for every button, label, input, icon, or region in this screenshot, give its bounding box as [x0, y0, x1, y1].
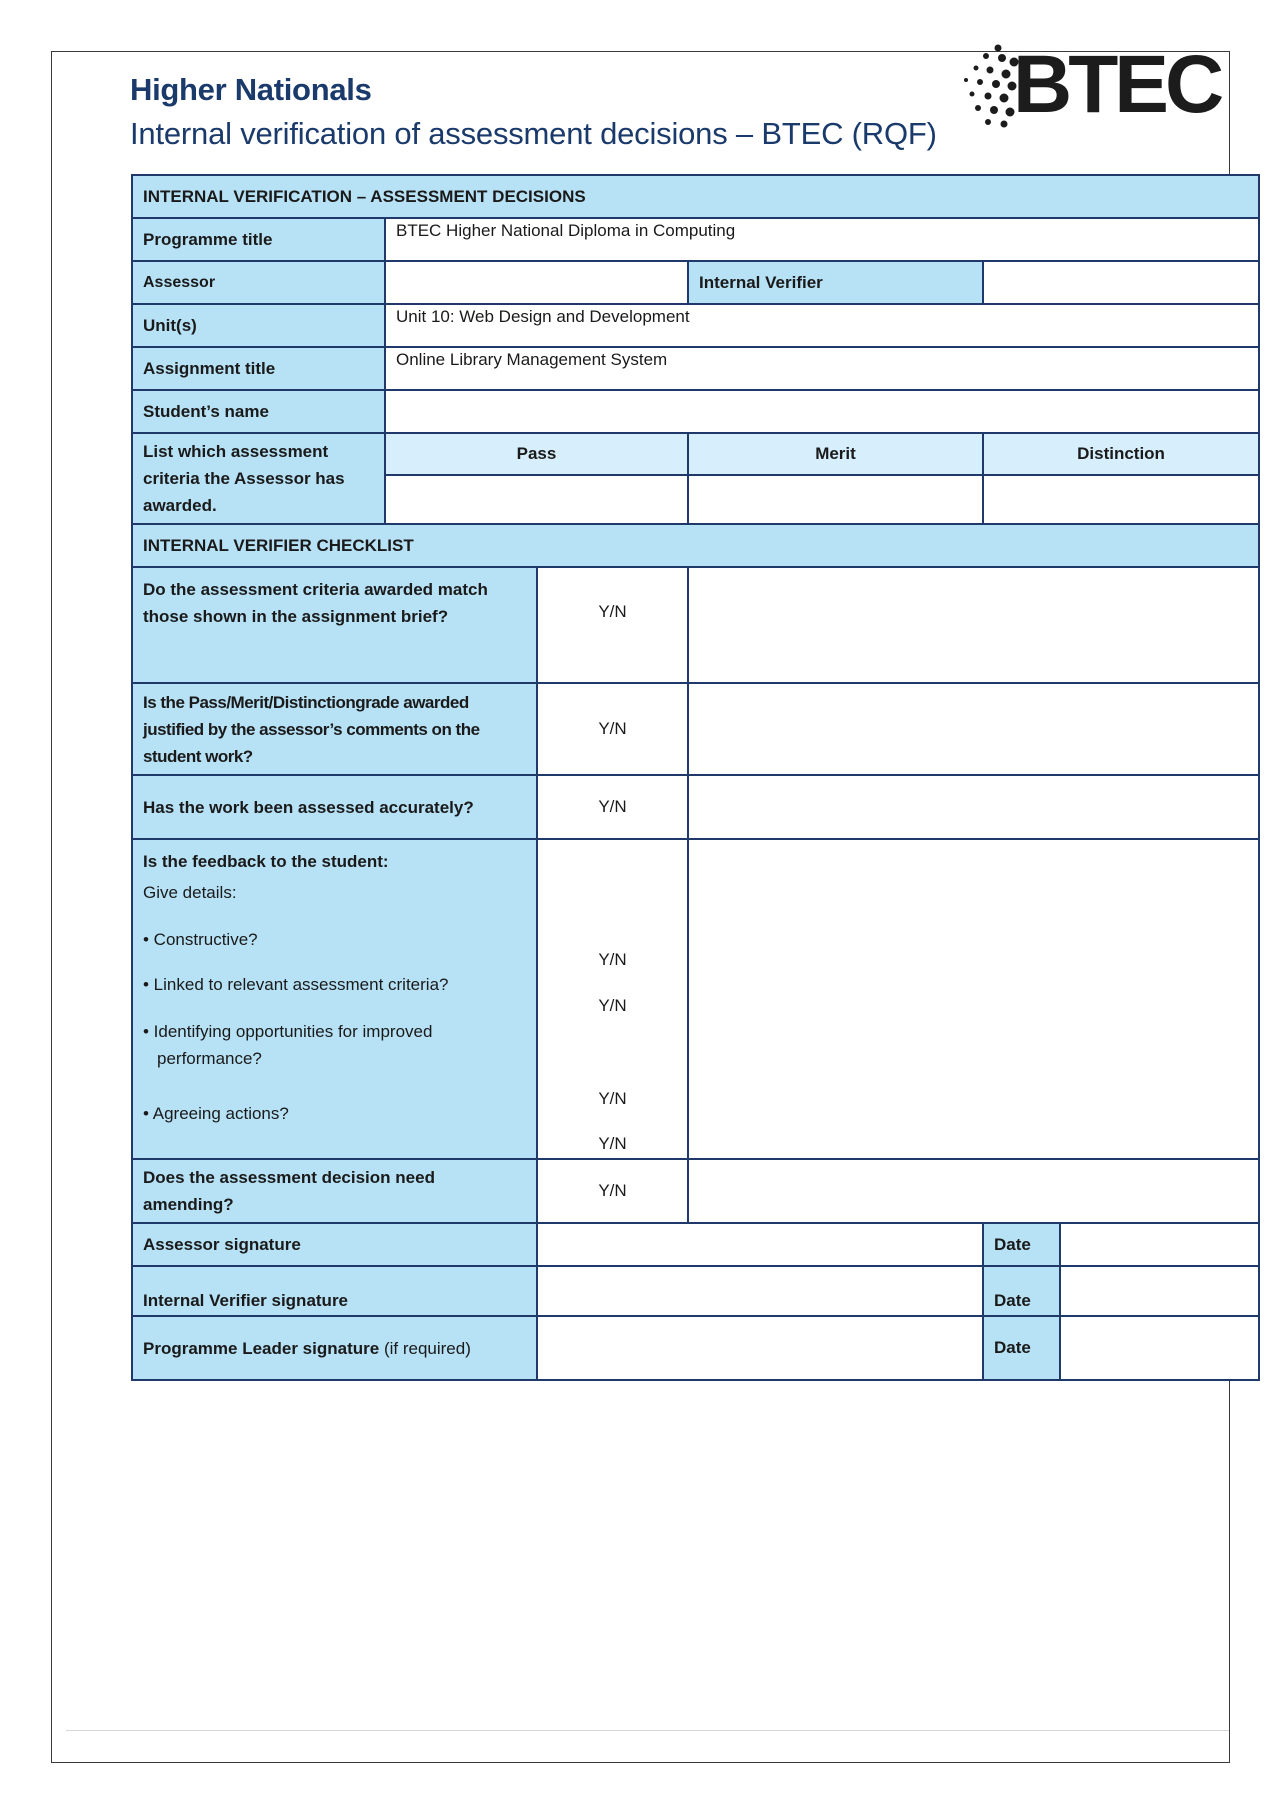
yn-criteria-match[interactable]: Y/N — [537, 567, 688, 683]
iv-signature-field[interactable] — [537, 1266, 983, 1316]
pl-signature-label: Programme Leader signature — [143, 1338, 380, 1358]
comment-feedback[interactable] — [688, 839, 1259, 1159]
distinction-criteria-field[interactable] — [983, 475, 1259, 524]
yn-constructive[interactable]: Y/N — [598, 950, 627, 969]
internal-verifier-label: Internal Verifier — [688, 261, 983, 304]
assignment-title-label: Assignment title — [132, 347, 385, 390]
yn-assessed-accurately[interactable]: Y/N — [537, 775, 688, 839]
assessor-date-field[interactable] — [1060, 1223, 1259, 1266]
feedback-give-details: Give details: — [143, 883, 237, 902]
bullet-constructive: • Constructive? — [143, 930, 258, 949]
comment-grade-justified[interactable] — [688, 683, 1259, 775]
iv-date-label: Date — [983, 1266, 1060, 1316]
assessor-label: Assessor — [132, 261, 385, 304]
feedback-question-label: Is the feedback to the student: — [143, 852, 389, 871]
question-feedback — [132, 839, 537, 1159]
iv-signature-label: Internal Verifier signature — [132, 1266, 537, 1316]
pl-date-label: Date — [983, 1316, 1060, 1380]
pl-signature-note: (if required) — [383, 1338, 471, 1358]
units-field[interactable]: Unit 10: Web Design and Development — [385, 304, 1259, 347]
student-name-field[interactable] — [385, 390, 1259, 433]
criteria-awarded-label: List which assessment criteria the Assessor has awarded. — [132, 433, 385, 524]
iv-date-field[interactable] — [1060, 1266, 1259, 1316]
internal-verifier-field[interactable] — [983, 261, 1259, 304]
assessor-signature-label: Assessor signature — [132, 1223, 537, 1266]
comment-decision-amending[interactable] — [688, 1159, 1259, 1223]
assignment-title-field[interactable]: Online Library Management System — [385, 347, 1259, 390]
assessor-signature-field[interactable] — [537, 1223, 983, 1266]
page-subtitle: Internal verification of assessment decisions – BTEC (RQF) — [130, 116, 937, 151]
section-checklist-header: INTERNAL VERIFIER CHECKLIST — [132, 524, 1259, 567]
yn-grade-justified[interactable]: Y/N — [537, 683, 688, 775]
programme-title-label: Programme title — [132, 218, 385, 261]
question-assessed-accurately: Has the work been assessed accurately? — [132, 775, 537, 839]
yn-identifying-opportunities[interactable]: Y/N — [598, 1089, 627, 1108]
btec-logo — [958, 39, 1221, 130]
question-decision-amending: Does the assessment decision need amending? — [132, 1159, 537, 1223]
yn-decision-amending[interactable]: Y/N — [537, 1159, 688, 1223]
units-label: Unit(s) — [132, 304, 385, 347]
bullet-identifying-opportunities: • Identifying opportunities for improved performance? — [143, 1022, 433, 1068]
page-title: Higher Nationals — [130, 72, 372, 107]
assessor-field[interactable] — [385, 261, 688, 304]
distinction-header: Distinction — [983, 433, 1259, 475]
yn-feedback-column — [537, 839, 688, 1159]
yn-agreeing-actions[interactable]: Y/N — [598, 1134, 627, 1153]
question-grade-justified: Is the Pass/Merit/Distinctiongrade awarded justified by the assessor’s comments on the student work? — [132, 683, 537, 775]
logo-wordmark: BTEC — [1013, 39, 1221, 130]
bullet-agreeing-actions: • Agreeing actions? — [143, 1104, 289, 1123]
question-criteria-match: Do the assessment criteria awarded match those shown in the assignment brief? — [132, 567, 537, 683]
comment-assessed-accurately[interactable] — [688, 775, 1259, 839]
comment-criteria-match[interactable] — [688, 567, 1259, 683]
merit-criteria-field[interactable] — [688, 475, 983, 524]
pass-header: Pass — [385, 433, 688, 475]
pass-criteria-field[interactable] — [385, 475, 688, 524]
bullet-linked-criteria: • Linked to relevant assessment criteria? — [143, 975, 449, 994]
merit-header: Merit — [688, 433, 983, 475]
pl-signature-label-cell — [132, 1316, 537, 1380]
assessor-date-label: Date — [983, 1223, 1060, 1266]
pl-signature-field[interactable] — [537, 1316, 983, 1380]
yn-linked-criteria[interactable]: Y/N — [598, 996, 627, 1015]
programme-title-field[interactable]: BTEC Higher National Diploma in Computing — [385, 218, 1259, 261]
student-name-label: Student’s name — [132, 390, 385, 433]
pl-date-field[interactable] — [1060, 1316, 1259, 1380]
verification-form-table — [131, 174, 1260, 1381]
section-decisions-header: INTERNAL VERIFICATION – ASSESSMENT DECISIONS — [132, 175, 1259, 218]
footer-divider — [66, 1730, 1229, 1731]
